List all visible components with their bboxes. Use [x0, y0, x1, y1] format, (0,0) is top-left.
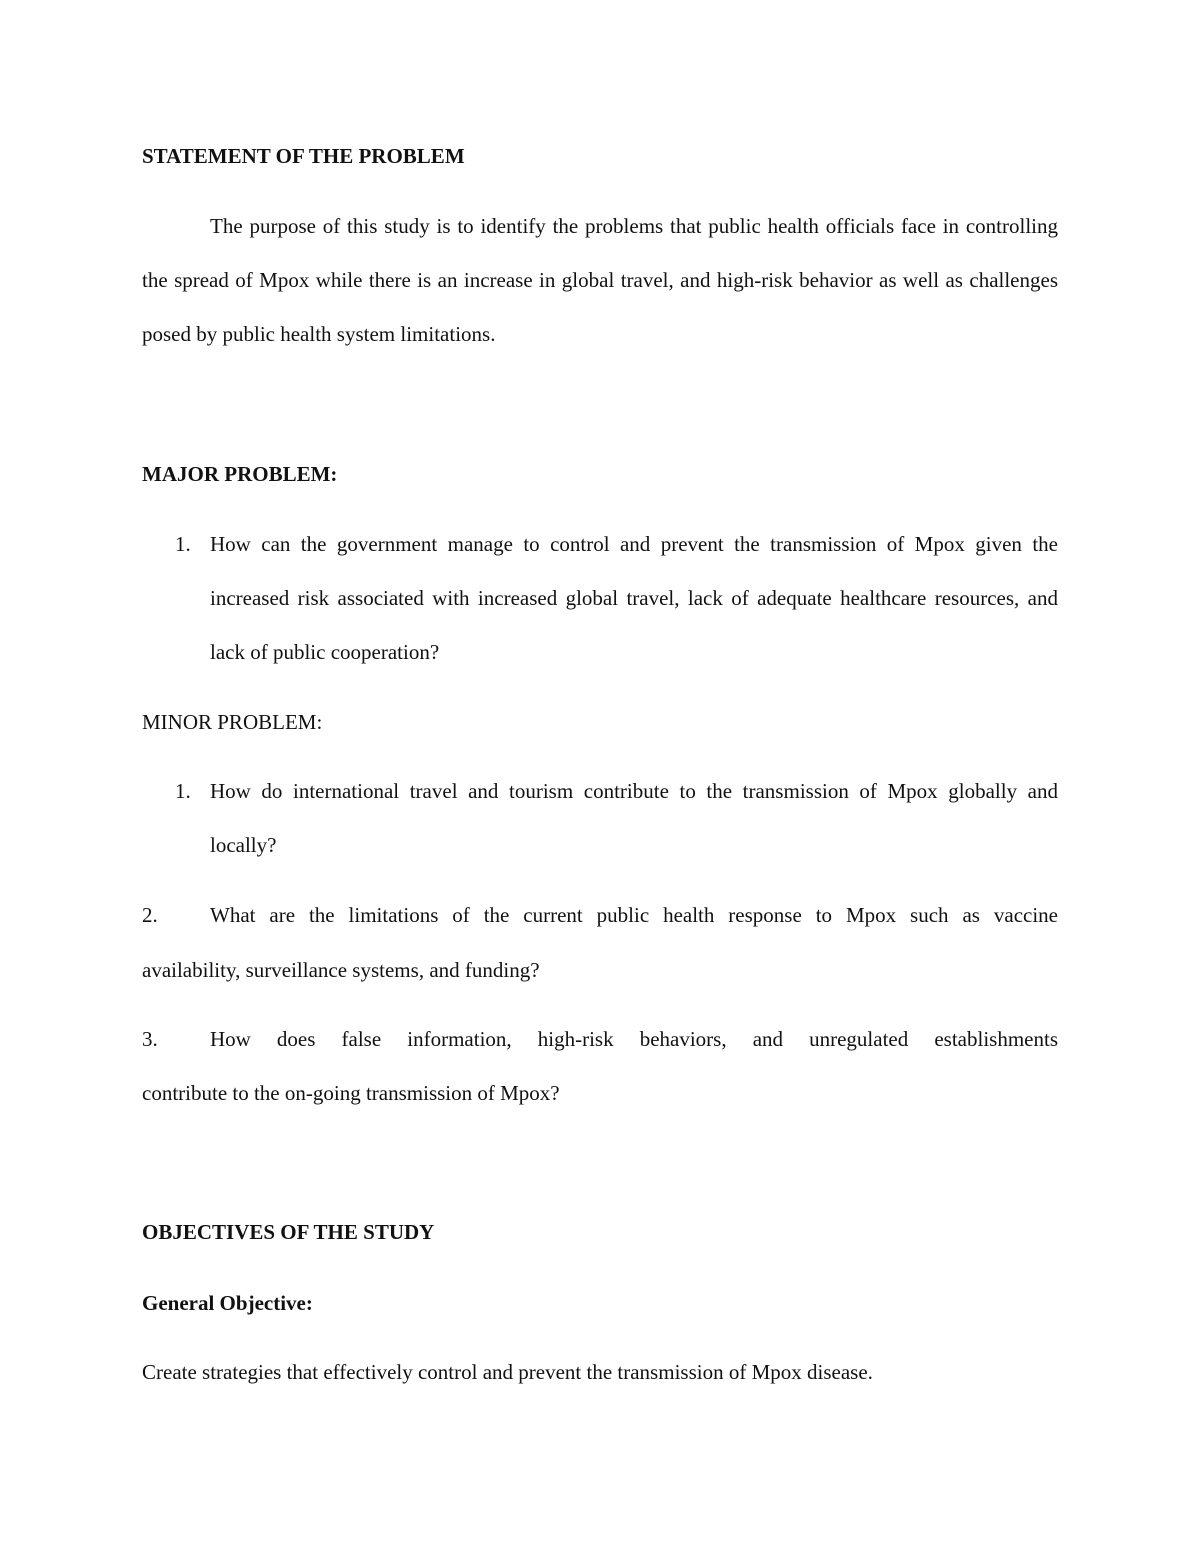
minor-item-2-number: 2. [142, 903, 158, 927]
minor-item-1-text: How do international travel and tourism contribute to the transmission of Mpox globally and locally? [210, 779, 1058, 857]
statement-heading: STATEMENT OF THE PROBLEM [142, 144, 465, 168]
statement-paragraph: The purpose of this study is to identify the problems that public health officials face in controlling the spread of Mpox while there is an increase in global travel, and high-risk behavior as well as challenges posed by public health system limitations. [142, 214, 1058, 346]
major-problem-heading: MAJOR PROBLEM: [142, 462, 338, 486]
objectives-heading: OBJECTIVES OF THE STUDY [142, 1220, 435, 1244]
major-item-number: 1. [175, 532, 191, 556]
minor-item-3-line-2: contribute to the on-going transmission of Mpox? [142, 1081, 560, 1105]
general-objective-text: Create strategies that effectively control and prevent the transmission of Mpox disease. [142, 1360, 873, 1384]
minor-item-2-line-2: availability, surveillance systems, and funding? [142, 958, 540, 982]
general-objective-heading: General Objective: [142, 1291, 313, 1315]
minor-item-1-number: 1. [175, 779, 191, 803]
minor-item-3-number: 3. [142, 1027, 158, 1051]
major-item-text: How can the government manage to control and prevent the transmission of Mpox given the increased risk associated with increased global travel, lack of adequate healthcare resources, and lack of public cooperation? [210, 532, 1058, 664]
minor-item-3-line-1: How does false information, high-risk behaviors, and unregulated establishments [210, 1027, 1058, 1051]
minor-problem-heading: MINOR PROBLEM: [142, 710, 323, 734]
minor-item-2-line-1: What are the limitations of the current public health response to Mpox such as vaccine [210, 903, 1058, 927]
